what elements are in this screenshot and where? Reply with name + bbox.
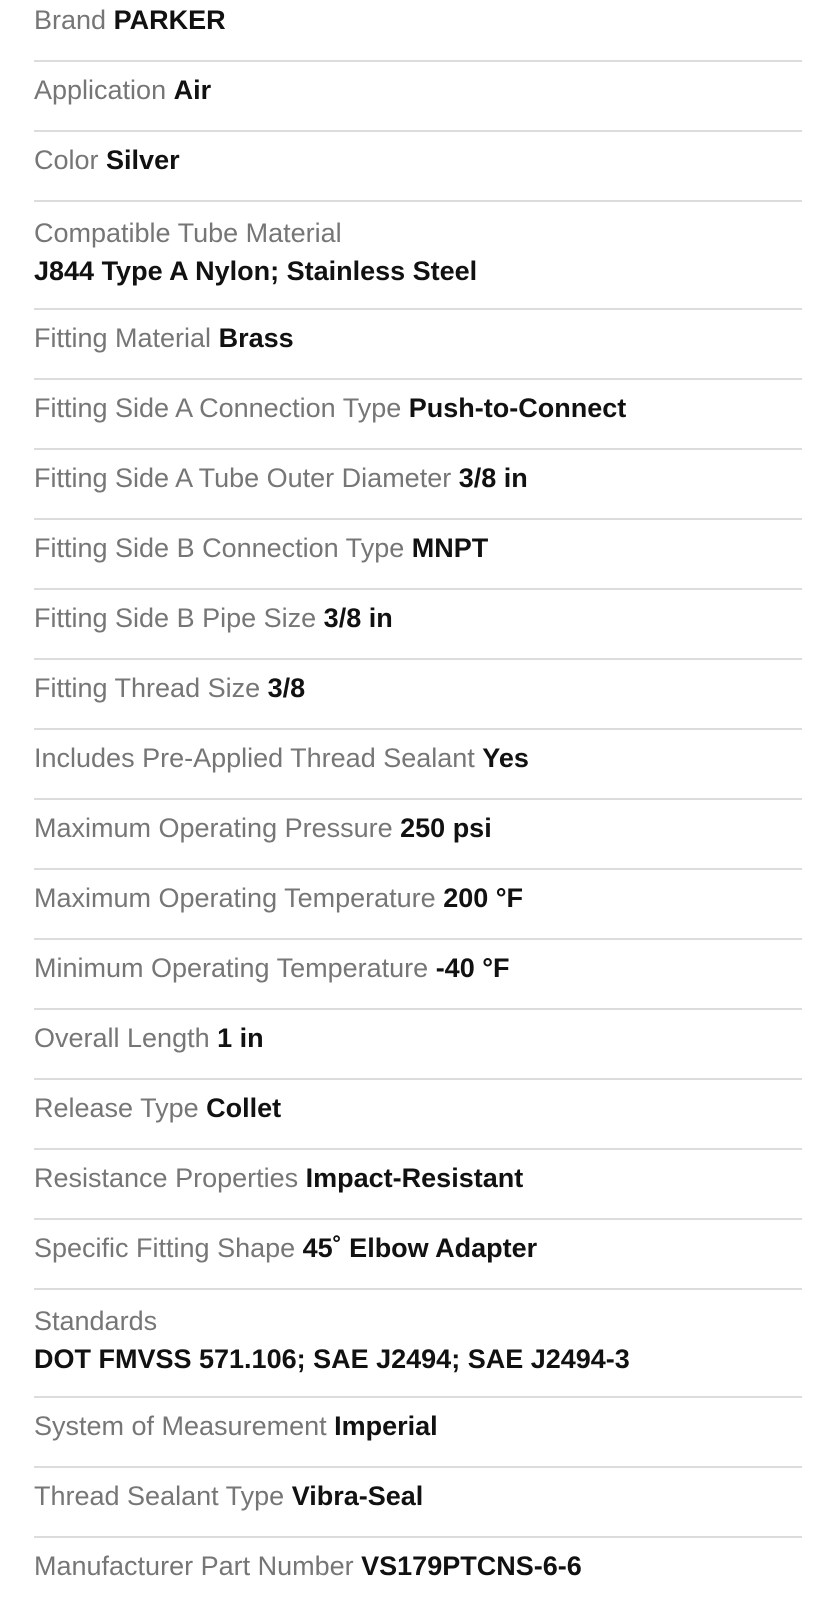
spec-label: Release Type (34, 1093, 199, 1123)
spec-row-overall-length (34, 1010, 802, 1080)
spec-label: Color (34, 145, 99, 175)
spec-row-max-pressure (34, 800, 802, 870)
spec-row-pre-applied-sealant (34, 730, 802, 800)
spec-label: Specific Fitting Shape (34, 1233, 296, 1263)
spec-row-max-temperature (34, 870, 802, 940)
spec-value: 45˚ Elbow Adapter (302, 1233, 538, 1263)
spec-row-fitting-shape (34, 1220, 802, 1290)
spec-label: Application (34, 75, 167, 105)
spec-value: Brass (218, 323, 294, 353)
spec-value: 3/8 (267, 673, 306, 703)
spec-value: Yes (482, 743, 529, 773)
spec-row-compatible-tube-material (34, 202, 802, 310)
spec-row-manufacturer-part-number (34, 1538, 802, 1608)
spec-label: Standards (34, 1306, 158, 1336)
spec-value: -40 °F (435, 953, 510, 983)
spec-row-color (34, 132, 802, 202)
spec-label: Fitting Side B Connection Type (34, 533, 405, 563)
spec-value: DOT FMVSS 571.106; SAE J2494; SAE J2494-3 (34, 1344, 630, 1374)
spec-label: Manufacturer Part Number (34, 1551, 354, 1581)
spec-label: Fitting Material (34, 323, 212, 353)
spec-value: 200 °F (443, 883, 524, 913)
spec-value: Imperial (334, 1411, 438, 1441)
spec-row-brand (34, 0, 802, 62)
spec-value: PARKER (113, 5, 226, 35)
spec-label: Fitting Side B Pipe Size (34, 603, 317, 633)
spec-value: 1 in (217, 1023, 264, 1053)
spec-row-side-a-connection-type (34, 380, 802, 450)
spec-label: Fitting Side A Tube Outer Diameter (34, 463, 452, 493)
spec-label: Brand (34, 5, 107, 35)
spec-value: 250 psi (400, 813, 492, 843)
spec-label: Maximum Operating Pressure (34, 813, 393, 843)
spec-row-standards (34, 1290, 802, 1398)
spec-row-min-temperature (34, 940, 802, 1010)
spec-label: Compatible Tube Material (34, 218, 342, 248)
spec-value: Impact-Resistant (305, 1163, 524, 1193)
spec-label: Minimum Operating Temperature (34, 953, 429, 983)
spec-row-thread-sealant-type (34, 1468, 802, 1538)
spec-row-fitting-material (34, 310, 802, 380)
spec-row-thread-size (34, 660, 802, 730)
spec-row-side-a-tube-outer-diameter (34, 450, 802, 520)
spec-value: J844 Type A Nylon; Stainless Steel (34, 256, 478, 286)
spec-label: Fitting Side A Connection Type (34, 393, 402, 423)
spec-label: Resistance Properties (34, 1163, 299, 1193)
spec-row-side-b-pipe-size (34, 590, 802, 660)
spec-value: Silver (106, 145, 180, 175)
spec-label: Fitting Thread Size (34, 673, 261, 703)
spec-value: Push-to-Connect (408, 393, 627, 423)
spec-row-side-b-connection-type (34, 520, 802, 590)
spec-value: Air (173, 75, 212, 105)
spec-value: MNPT (411, 533, 489, 563)
spec-value: 3/8 in (458, 463, 528, 493)
spec-label: Includes Pre-Applied Thread Sealant (34, 743, 475, 773)
spec-label: System of Measurement (34, 1411, 327, 1441)
spec-value: VS179PTCNS-6-6 (361, 1551, 582, 1581)
spec-value: Vibra-Seal (291, 1481, 424, 1511)
specifications-list (34, 0, 802, 1608)
spec-label: Overall Length (34, 1023, 210, 1053)
spec-row-resistance-properties (34, 1150, 802, 1220)
spec-row-application (34, 62, 802, 132)
spec-value: Collet (206, 1093, 282, 1123)
spec-row-system-of-measurement (34, 1398, 802, 1468)
spec-label: Thread Sealant Type (34, 1481, 285, 1511)
spec-value: 3/8 in (323, 603, 393, 633)
spec-label: Maximum Operating Temperature (34, 883, 436, 913)
spec-row-release-type (34, 1080, 802, 1150)
